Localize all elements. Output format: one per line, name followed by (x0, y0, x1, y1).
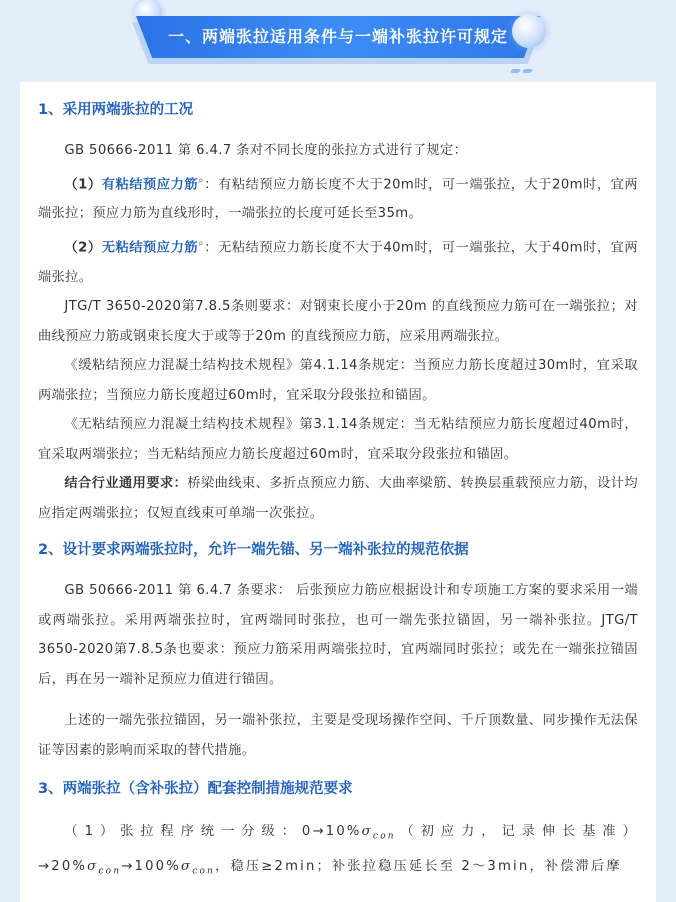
content-card (20, 82, 656, 902)
paragraph-text: ：无粘结预应力筋长度不大于40m时，可一端张拉，大于40m时，宜两端张拉。 (38, 240, 638, 285)
bubble-decoration (512, 14, 546, 48)
search-icon[interactable]: ⌕ (198, 237, 205, 249)
term-link[interactable]: 无粘结预应力筋 (101, 240, 199, 256)
sigma-symbol: σ (181, 859, 193, 875)
paragraph: 上述的一端先张拉锚固，另一端补张拉，主要是受现场操作空间、千斤顶数量、同步操作无法保证等因素的影响而采取的替代措施。 (38, 713, 638, 758)
subscript: con (192, 867, 216, 878)
item-number: （1） (64, 176, 102, 192)
subscript: con (372, 831, 396, 842)
paragraph: GB 50666-2011 第 6.4.7 条对不同长度的张拉方式进行了规定： (64, 143, 468, 158)
paragraph-text: ：有粘结预应力筋长度不大于20m时，可一端张拉，大于20m时，宜两端张拉；预应力筋为直线形时，一端张拉的长度可延长至35m。 (38, 176, 638, 222)
paragraph-text: 桥梁曲线束、多折点预应力筋、大曲率梁筋、转换层重载预应力筋，设计均应指定两端张拉；仅短直线束可单端一次张拉。 (38, 476, 638, 521)
sigma-symbol: σ (87, 859, 99, 875)
paragraph-text: →100% (121, 859, 181, 875)
bold-lead: 结合行业通用要求： (64, 476, 188, 492)
paragraph-text: ，稳压≥2min；补张拉稳压延长至 2～3min，补偿滞后摩 (215, 859, 622, 875)
paragraph: GB 50666-2011 第 6.4.7 条要求： 后张预应力筋应根据设计和专项施工方案的要求采用一端或两端张拉。采用两端张拉时，宜两端同时张拉，也可一端先张拉锚固，另一端补张拉。JTG/T 3650-2020第7.8.5条也要求：预应力筋采用两端张拉时，宜两端同时张拉；或先在一端张拉锚固后，再在另一端补足预应力值进行锚固。 (38, 583, 638, 687)
section-banner (0, 0, 676, 82)
paragraph (38, 469, 638, 528)
item-number: （2） (64, 240, 102, 256)
paragraph: 《缓粘结预应力混凝土结构技术规程》第4.1.14条规定：当预应力筋长度超过30m时，宜采取两端张拉；当预应力筋长度超过60m时，宜采取分段张拉和锚固。 (38, 358, 638, 403)
dash-decoration (511, 58, 545, 72)
section-heading-1: 1、采用两端张拉的工况 (38, 102, 194, 118)
paragraph-text: （初应力，记录伸长基准）→20% (38, 824, 638, 875)
section-heading-2: 2、设计要求两端张拉时，允许一端先锚、另一端补张拉的规范依据 (38, 542, 469, 559)
sigma-symbol: σ (361, 824, 373, 840)
paragraph (38, 817, 638, 887)
term-link[interactable]: 有粘结预应力筋 (101, 176, 199, 192)
banner-title: 一、两端张拉适用条件与一端补张拉许可规定 (167, 27, 508, 46)
search-icon[interactable]: ⌕ (198, 174, 205, 186)
paragraph (38, 229, 638, 292)
paragraph: JTG/T 3650-2020第7.8.5条则要求：对钢束长度小于20m 的直线预应力筋可在一端张拉；对曲线预应力筋或钢束长度大于或等于20m 的直线预应力筋，应采用两端张拉。 (38, 299, 638, 344)
paragraph (38, 166, 638, 229)
paragraph-text: （1）张拉程序统一分级：0→10% (64, 824, 362, 840)
section-heading-3: 3、两端张拉（含补张拉）配套控制措施规范要求 (38, 781, 353, 798)
paragraph: 《无粘结预应力混凝土结构技术规程》第3.1.14条规定：当无粘结预应力筋长度超过40m时，宜采取两端张拉；当无粘结预应力筋长度超过60m时，宜采取分段张拉和锚固。 (38, 417, 638, 462)
subscript: con (98, 867, 122, 878)
